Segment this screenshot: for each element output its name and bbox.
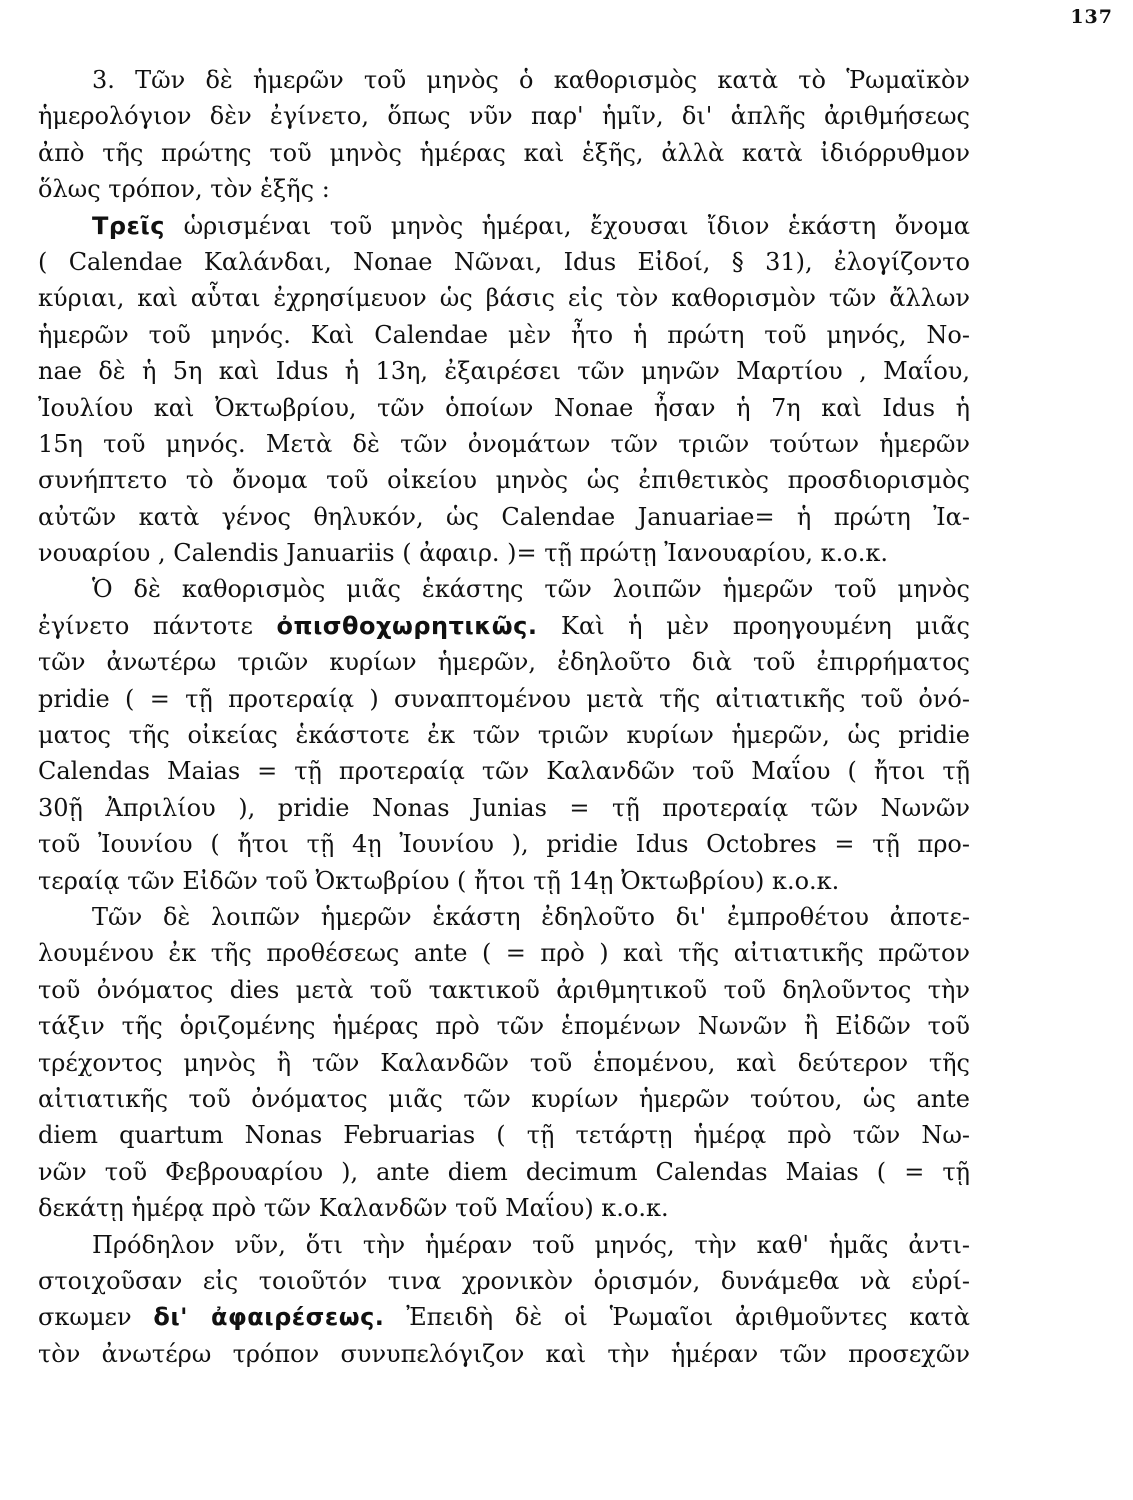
- bold-term: ὀπισθοχωρητικῶς.: [276, 611, 538, 640]
- paragraph: [38, 62, 970, 208]
- line-text: ἡμερολόγιον δὲν ἐγίνετο, ὅπως νῦν παρ' ἡμῖν, δι' ἁπλῆς ἀριθμήσεως: [38, 102, 970, 131]
- text-line: [38, 826, 970, 862]
- line-text: σκωμεν: [38, 1303, 154, 1332]
- bold-term: δι' ἀφαιρέσεως.: [153, 1303, 385, 1332]
- text-line: [38, 535, 970, 571]
- line-text: Calendas Maias = τῇ προτεραίᾳ τῶν Καλανδῶν τοῦ Μαΐου ( ἤτοι τῇ: [38, 757, 970, 786]
- text-line: [38, 644, 970, 680]
- paragraph: [38, 1227, 970, 1373]
- line-text: ἡμερῶν τοῦ μηνός. Καὶ Calendae μὲν ἦτο ἡ πρώτη τοῦ μηνός, No-: [38, 320, 970, 349]
- line-text: τὸν ἀνωτέρω τρόπον συνυπελόγιζον καὶ τὴν ἡμέραν τῶν προσεχῶν: [38, 1339, 970, 1368]
- body-text: [38, 62, 970, 1372]
- line-text: νῶν τοῦ Φεβρουαρίου ), ante diem decimum Calendas Maias ( = τῇ: [38, 1157, 970, 1186]
- text-line: [38, 935, 970, 971]
- text-line: [38, 499, 970, 535]
- line-text: στοιχοῦσαν εἰς τοιοῦτόν τινα χρονικὸν ὁρισμόν, δυνάμεθα νὰ εὑρί-: [38, 1266, 970, 1295]
- line-text: 3. Τῶν δὲ ἡμερῶν τοῦ μηνὸς ὁ καθορισμὸς κατὰ τὸ Ῥωμαϊκὸν: [92, 66, 970, 94]
- text-line: [38, 1081, 970, 1117]
- text-line: [38, 462, 970, 498]
- text-line: [38, 608, 970, 644]
- text-line: [38, 317, 970, 353]
- paragraph: [38, 899, 970, 1227]
- text-line: [38, 135, 970, 171]
- text-line: [38, 753, 970, 789]
- text-line: [38, 790, 970, 826]
- line-text: 30ῇ Ἀπριλίου ), pridie Nonas Junias = τῇ προτεραίᾳ τῶν Νωνῶν: [38, 793, 970, 822]
- text-line: [38, 390, 970, 426]
- text-line: [38, 353, 970, 389]
- text-line: [38, 1045, 970, 1081]
- text-line: [38, 426, 970, 462]
- line-text: ματος τῆς οἰκείας ἑκάστοτε ἐκ τῶν τριῶν κυρίων ἡμερῶν, ὡς pridie: [38, 721, 970, 750]
- paragraph: [38, 571, 970, 899]
- line-text: ὡρισμέναι τοῦ μηνὸς ἡμέραι, ἔχουσαι ἴδιον ἑκάστη ὄνομα: [165, 211, 970, 240]
- line-text: δεκάτῃ ἡμέρᾳ πρὸ τῶν Καλανδῶν τοῦ Μαΐου) κ.ο.κ.: [38, 1194, 669, 1223]
- line-text: pridie ( = τῇ προτεραίᾳ ) συναπτομένου μετὰ τῆς αἰτιατικῆς τοῦ ὀνό-: [38, 684, 970, 713]
- line-text: Ὁ δὲ καθορισμὸς μιᾶς ἑκάστης τῶν λοιπῶν ἡμερῶν τοῦ μηνὸς: [92, 575, 970, 604]
- text-line: [38, 1008, 970, 1044]
- text-line: [38, 1117, 970, 1153]
- line-text: ἀπὸ τῆς πρώτης τοῦ μηνὸς ἡμέρας καὶ ἑξῆς, ἀλλὰ κατὰ ἰδιόρρυθμον: [38, 138, 970, 167]
- line-text: τῶν ἀνωτέρω τριῶν κυρίων ἡμερῶν, ἐδηλοῦτο διὰ τοῦ ἐπιρρήματος: [38, 648, 970, 677]
- text-line: [38, 208, 970, 244]
- text-line: [38, 571, 970, 607]
- line-text: 15η τοῦ μηνός. Μετὰ δὲ τῶν ὀνομάτων τῶν τριῶν τούτων ἡμερῶν: [38, 429, 970, 458]
- line-text: τρέχοντος μηνὸς ἢ τῶν Καλανδῶν τοῦ ἑπομένου, καὶ δεύτερον τῆς: [38, 1048, 970, 1077]
- line-text: nae δὲ ἡ 5η καὶ Idus ἡ 13η, ἐξαιρέσει τῶν μηνῶν Μαρτίου , Μαΐου,: [38, 357, 970, 386]
- line-text: νουαρίου , Calendis Januariis ( ἀφαιρ. )= τῇ πρώτῃ Ἰανουαρίου, κ.ο.κ.: [38, 539, 889, 568]
- line-text: τεραίᾳ τῶν Εἰδῶν τοῦ Ὀκτωβρίου ( ἤτοι τῇ 14ῃ Ὀκτωβρίου) κ.ο.κ.: [38, 866, 840, 895]
- text-line: [38, 899, 970, 935]
- text-line: [38, 1154, 970, 1190]
- line-text: λουμένου ἐκ τῆς προθέσεως ante ( = πρὸ ) καὶ τῆς αἰτιατικῆς πρῶτον: [38, 939, 970, 968]
- line-text: diem quartum Nonas Februarias ( τῇ τετάρτῃ ἡμέρᾳ πρὸ τῶν Νω-: [38, 1121, 970, 1150]
- text-line: [38, 1227, 970, 1263]
- text-line: [38, 98, 970, 134]
- page-number: 137: [1070, 6, 1113, 28]
- line-text: ἐγίνετο πάντοτε: [38, 611, 277, 640]
- line-text: ( Calendae Καλάνδαι, Nonae Νῶναι, Idus Εἰδοί, § 31), ἐλογίζοντο: [38, 247, 970, 276]
- text-line: [38, 681, 970, 717]
- line-text: τοῦ Ἰουνίου ( ἤτοι τῇ 4ῃ Ἰουνίου ), pridie Idus Octobres = τῇ προ-: [38, 830, 970, 859]
- paragraph: [38, 208, 970, 572]
- text-line: [38, 717, 970, 753]
- line-text: Τῶν δὲ λοιπῶν ἡμερῶν ἑκάστη ἐδηλοῦτο δι' ἐμπροθέτου ἀποτε-: [92, 902, 970, 931]
- text-line: [38, 171, 970, 207]
- text-line: [38, 1299, 970, 1335]
- line-text: Ἰουλίου καὶ Ὀκτωβρίου, τῶν ὁποίων Nonae ἦσαν ἡ 7η καὶ Idus ἡ: [38, 393, 970, 422]
- line-text: τοῦ ὀνόματος dies μετὰ τοῦ τακτικοῦ ἀριθμητικοῦ τοῦ δηλοῦντος τὴν: [38, 975, 970, 1004]
- text-line: [38, 62, 970, 98]
- text-line: [38, 972, 970, 1008]
- line-text: συνήπτετο τὸ ὄνομα τοῦ οἰκείου μηνὸς ὡς ἐπιθετικὸς προσδιορισμὸς: [38, 466, 970, 495]
- bold-term: Τρεῖς: [92, 211, 165, 240]
- line-text: τάξιν τῆς ὁριζομένης ἡμέρας πρὸ τῶν ἑπομένων Νωνῶν ἢ Εἰδῶν τοῦ: [38, 1012, 970, 1041]
- line-text: κύριαι, καὶ αὗται ἐχρησίμευον ὡς βάσις εἰς τὸν καθορισμὸν τῶν ἄλλων: [38, 284, 970, 313]
- text-line: [38, 280, 970, 316]
- line-text: αὐτῶν κατὰ γένος θηλυκόν, ὡς Calendae Januariae= ἡ πρώτη Ἰα-: [38, 502, 970, 531]
- text-line: [38, 1190, 970, 1226]
- text-line: [38, 1263, 970, 1299]
- text-line: [38, 244, 970, 280]
- text-line: [38, 863, 970, 899]
- line-text: Πρόδηλον νῦν, ὅτι τὴν ἡμέραν τοῦ μηνός, τὴν καθ' ἡμᾶς ἀντι-: [92, 1230, 970, 1259]
- line-text: ὅλως τρόπον, τὸν ἑξῆς :: [38, 175, 330, 204]
- line-text: Ἐπειδὴ δὲ οἱ Ῥωμαῖοι ἀριθμοῦντες κατὰ: [384, 1303, 970, 1332]
- text-line: [38, 1336, 970, 1372]
- line-text: Καὶ ἡ μὲν προηγουμένη μιᾶς: [537, 611, 970, 640]
- line-text: αἰτιατικῆς τοῦ ὀνόματος μιᾶς τῶν κυρίων ἡμερῶν τούτου, ὡς ante: [38, 1084, 970, 1113]
